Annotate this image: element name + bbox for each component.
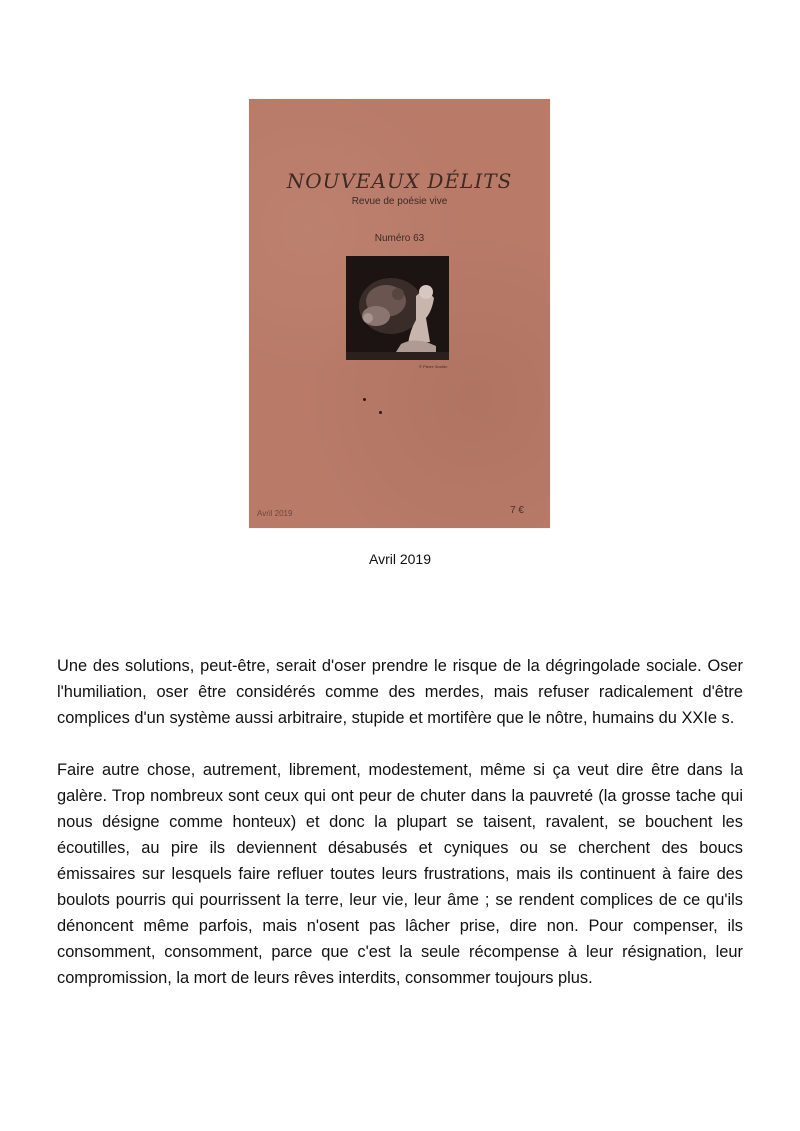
cover-illustration [346,256,449,360]
cover-speck [363,398,366,401]
paragraph: Faire autre chose, autrement, librement, modestement, même si ça veut dire être dans la galère. Trop nombreux sont ceux qui ont peur de chuter dans la pauvreté (la grosse tache qui nous désigne comme honteux) et donc la plupart se taisent, ravalent, se bouchent les écoutilles, au pire ils deviennent désabusés et cyniques ou se cherchent des boucs émissaires sur lesquels faire refluer toutes leurs frustrations, mais ils continuent à faire des boulots pourris qui pourrissent la terre, leur vie, leur âme ; se rendent complices de ce qu'ils dénoncent même parfois, mais n'osent pas lâcher prise, dire non. Pour compenser, ils consomment, consomment, parce que c'est la seule récompense à leur résignation, leur compromission, la mort de leurs rêves interdits, consommer toujours plus. [57,761,743,987]
cover-art-credit: © Pierre Soulier [419,364,448,369]
body-text [57,653,743,1017]
cover-title: NOUVEAUX DÉLITS [286,169,513,193]
magazine-cover [249,99,550,528]
cover-price: 7 € [510,505,524,516]
cover-speck [379,411,382,414]
cover-illustration-drawing [346,256,449,360]
cover-date: Avril 2019 [257,509,293,518]
cover-caption: Avril 2019 [368,551,431,567]
paragraph: Une des solutions, peut-être, serait d'oser prendre le risque de la dégringolade sociale. Oser l'humiliation, oser être considérés comme des merdes, mais refuser radicalement d'être complices d'un système aussi arbitraire, stupide et mortifère que le nôtre, humains du XXIe s. [57,657,743,727]
cover-issue-number: Numéro 63 [374,233,425,244]
cover-subtitle: Revue de poésie vive [351,196,448,207]
